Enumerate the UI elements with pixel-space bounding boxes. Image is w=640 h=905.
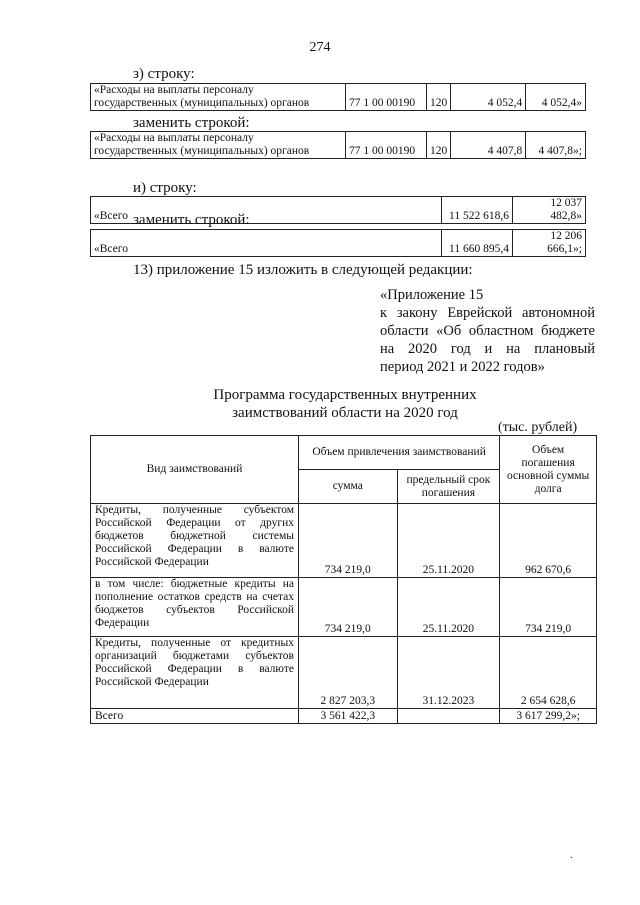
program-title-line1: Программа государственных внутренних [213, 387, 477, 403]
header-attraction: Объем привлечения заимствований [299, 436, 500, 470]
row-value2: 4 407,8»; [526, 132, 586, 159]
row-name-line1: «Расходы на выплаты персоналу [94, 84, 254, 96]
row-sum: 734 219,0 [299, 578, 398, 637]
row-name: «Всего [91, 230, 442, 257]
row-repay: 962 670,6 [500, 504, 597, 578]
row-value1: 4 052,4 [451, 84, 526, 111]
row-code: 77 1 00 00190 [346, 132, 427, 159]
table-row [91, 504, 597, 578]
item-13-text: 13) приложение 15 изложить в следующей редакции: [133, 262, 473, 278]
row-sum: 734 219,0 [299, 504, 398, 578]
row-value1: 11 660 895,4 [442, 230, 513, 257]
row-desc: Кредиты, полученные от кредитных организаций бюджетами субъектов Российской Федерации в валюте Российской Федерации [91, 637, 299, 709]
section-z-label: з) строку: [133, 66, 195, 82]
section-z-new-row [90, 131, 586, 159]
row-value1: 11 522 618,6 [442, 197, 513, 224]
section-i-label: и) строку: [133, 180, 197, 196]
row-desc: в том числе: бюджетные кредиты на пополнение остатков средств на счетах бюджетов субъектов Российской Федерации [91, 578, 299, 637]
appendix-line3: области «Об областном бюджете [380, 323, 595, 339]
table-row [91, 578, 597, 637]
row-name-line1: «Расходы на выплаты персоналу [94, 132, 254, 144]
section-z-replace-label: заменить строкой: [133, 115, 250, 131]
total-repay: 3 617 299,2»; [500, 709, 597, 724]
section-z-old-row [90, 83, 586, 111]
row-sum: 2 827 203,3 [299, 637, 398, 709]
row-repay: 734 219,0 [500, 578, 597, 637]
units-label: (тыс. рублей) [498, 420, 578, 435]
row-name-line2: государственных (муниципальных) органов [94, 97, 310, 109]
row-value1: 4 407,8 [451, 132, 526, 159]
footer-mark: . [570, 850, 573, 861]
table-row [91, 637, 597, 709]
page-number: 274 [309, 40, 331, 55]
total-label: Всего [91, 709, 299, 724]
borrowing-program-table [90, 435, 597, 724]
program-title [90, 386, 600, 422]
header-kind: Вид заимствований [91, 436, 299, 504]
row-name [91, 132, 346, 159]
row-type: 120 [427, 132, 451, 159]
appendix-line1: «Приложение 15 [380, 287, 484, 303]
table-total-row [91, 709, 597, 724]
row-term: 25.11.2020 [397, 578, 500, 637]
row-name [91, 84, 346, 111]
header-repayment: Объем погашения основной суммы долга [500, 436, 597, 504]
row-term: 25.11.2020 [397, 504, 500, 578]
program-title-line2: заимствований области на 2020 год [232, 405, 458, 421]
appendix-heading [380, 286, 595, 376]
row-value2: 12 037 482,8» [513, 197, 586, 224]
appendix-line4: на 2020 год и на плановый [380, 341, 595, 357]
header-sum: сумма [299, 470, 398, 504]
row-name: «Всего [91, 197, 442, 224]
row-value2: 4 052,4» [526, 84, 586, 111]
row-name-line2: государственных (муниципальных) органов [94, 145, 310, 157]
appendix-line5: период 2021 и 2022 годов» [380, 359, 545, 375]
section-i-new-row [90, 229, 586, 257]
total-sum: 3 561 422,3 [299, 709, 398, 724]
row-repay: 2 654 628,6 [500, 637, 597, 709]
row-term: 31.12.2023 [397, 637, 500, 709]
total-term [397, 709, 500, 724]
row-value2: 12 206 666,1»; [513, 230, 586, 257]
row-desc: Кредиты, полученные субъектом Российской Федерации от других бюджетов бюджетной системы Российской Федерации в валюте Российской Федерации [91, 504, 299, 578]
appendix-line2: к закону Еврейской автономной [380, 305, 595, 321]
row-type: 120 [427, 84, 451, 111]
section-i-replace-label: заменить строкой: [133, 212, 250, 228]
header-term: предельный срок погашения [397, 470, 500, 504]
row-code: 77 1 00 00190 [346, 84, 427, 111]
